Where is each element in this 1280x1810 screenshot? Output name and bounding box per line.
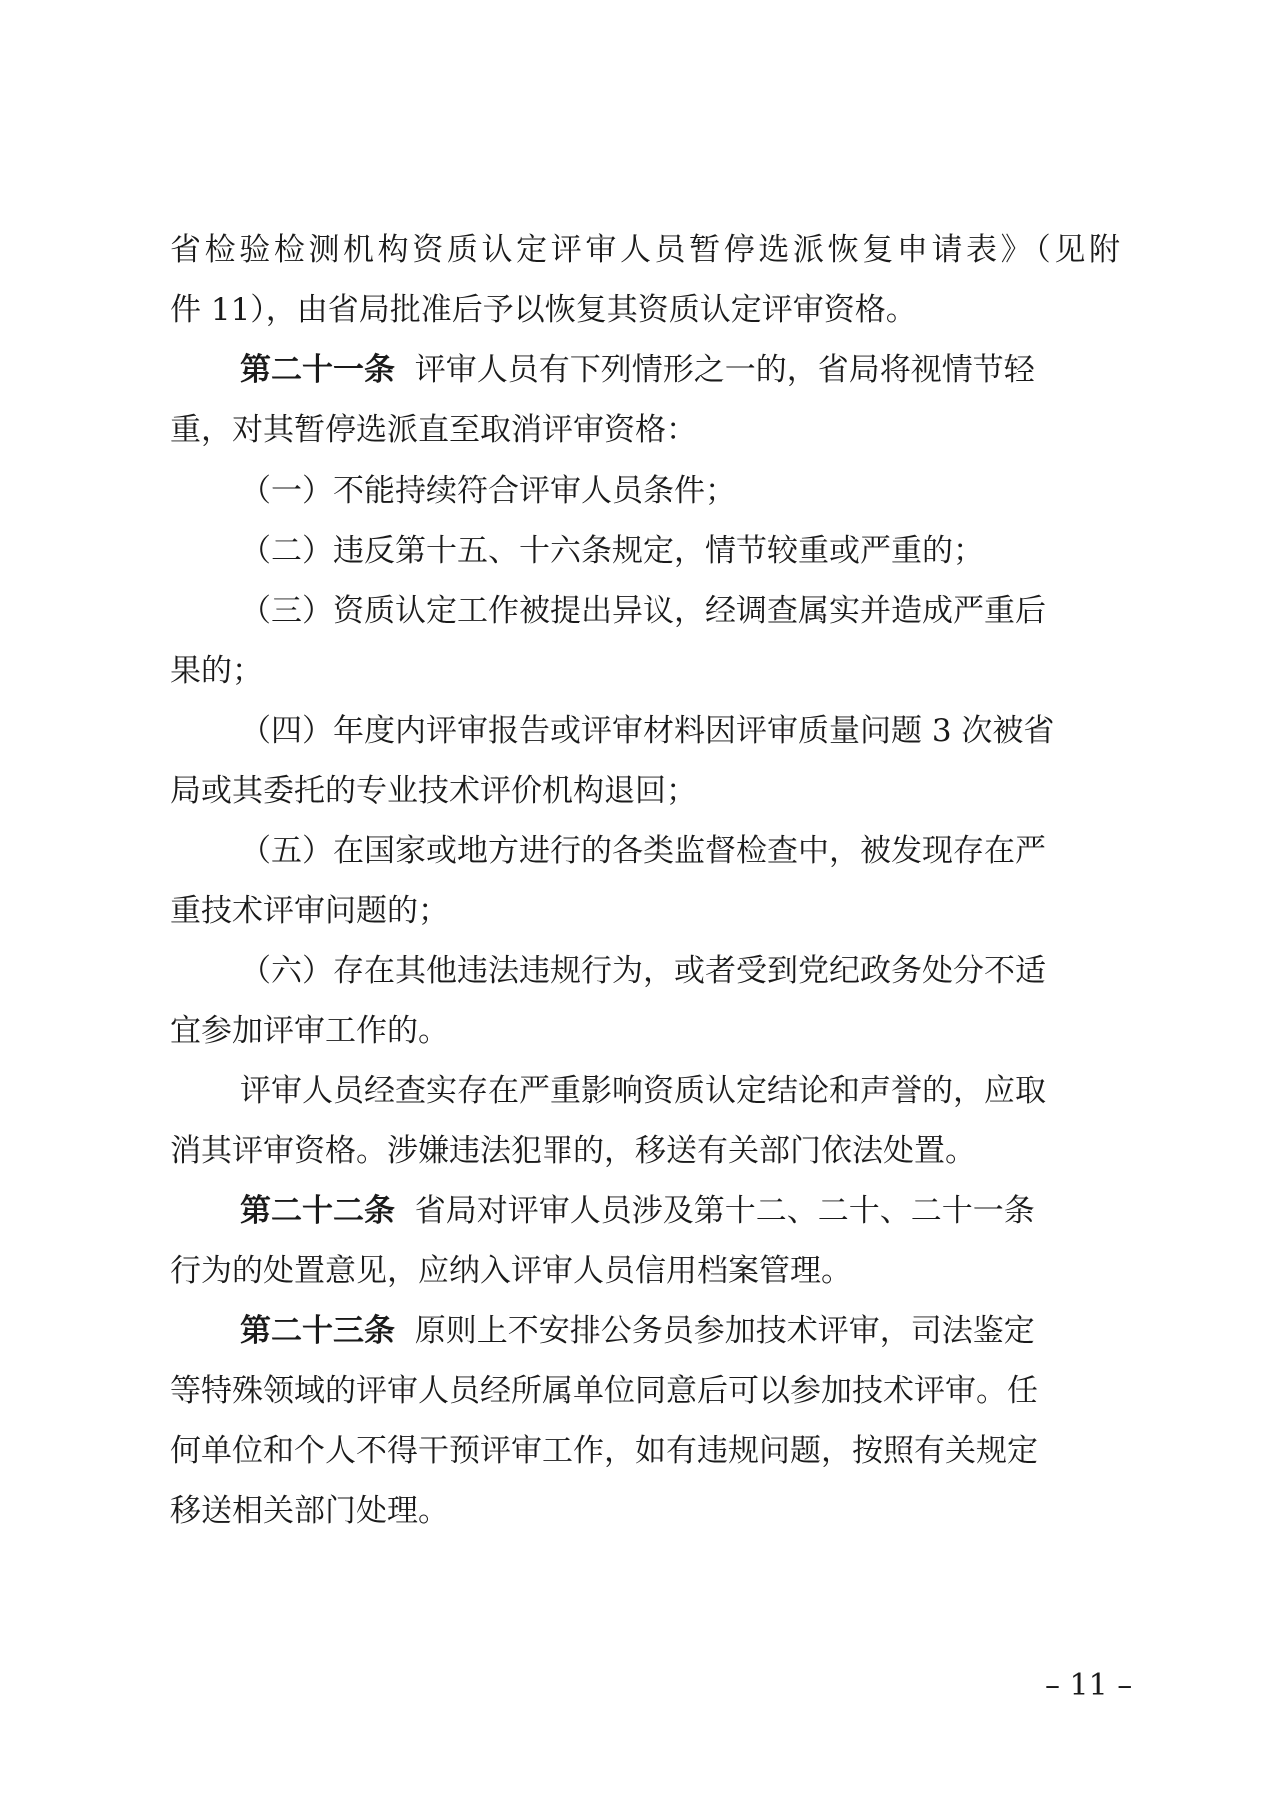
article-21-paragraph — [240, 350, 1120, 390]
article-23-paragraph — [240, 1311, 1120, 1351]
text-line: 重技术评审问题的； — [170, 893, 449, 929]
text-line: 件 11），由省局批准后予以恢复其资质认定评审资格。 — [170, 292, 917, 328]
text-line: 消其评审资格。涉嫌违法犯罪的，移送有关部门依法处置。 — [170, 1133, 976, 1169]
article-heading: 第二十二条 — [240, 1193, 395, 1229]
article-text: 评审人员有下列情形之一的，省局将视情节轻 — [414, 352, 1035, 388]
text-line: 移送相关部门处理。 — [170, 1493, 449, 1529]
text-line: 果的； — [170, 653, 263, 689]
text-line: 省检验检测机构资质认定评审人员暂停选派恢复申请表》（见附 — [170, 232, 1120, 268]
article-text: 省局对评审人员涉及第十二、二十、二十一条 — [414, 1193, 1035, 1229]
page-number: – 11 – — [1045, 1668, 1133, 1703]
text-line: 等特殊领域的评审人员经所属单位同意后可以参加技术评审。任 — [170, 1373, 1038, 1409]
text-line: 重，对其暂停选派直至取消评审资格： — [170, 412, 697, 448]
article-heading: 第二十三条 — [240, 1313, 395, 1349]
text-line: 行为的处置意见，应纳入评审人员信用档案管理。 — [170, 1253, 852, 1289]
list-item: （六）存在其他违法违规行为，或者受到党纪政务处分不适 — [240, 953, 1046, 989]
article-22-paragraph — [240, 1191, 1120, 1231]
paragraph: 评审人员经查实存在严重影响资质认定结论和声誉的，应取 — [240, 1073, 1046, 1109]
article-text: 原则上不安排公务员参加技术评审，司法鉴定 — [414, 1313, 1035, 1349]
list-item: （一）不能持续符合评审人员条件； — [240, 473, 736, 509]
list-item: （三）资质认定工作被提出异议，经调查属实并造成严重后 — [240, 593, 1046, 629]
text-line: 何单位和个人不得干预评审工作，如有违规问题，按照有关规定 — [170, 1433, 1038, 1469]
list-item: （五）在国家或地方进行的各类监督检查中，被发现存在严 — [240, 833, 1046, 869]
article-heading: 第二十一条 — [240, 352, 395, 388]
text-line: 宜参加评审工作的。 — [170, 1013, 449, 1049]
text-line: 局或其委托的专业技术评价机构退回； — [170, 773, 697, 809]
list-item: （四）年度内评审报告或评审材料因评审质量问题 3 次被省 — [240, 713, 1055, 749]
list-item: （二）违反第十五、十六条规定，情节较重或严重的； — [240, 533, 984, 569]
